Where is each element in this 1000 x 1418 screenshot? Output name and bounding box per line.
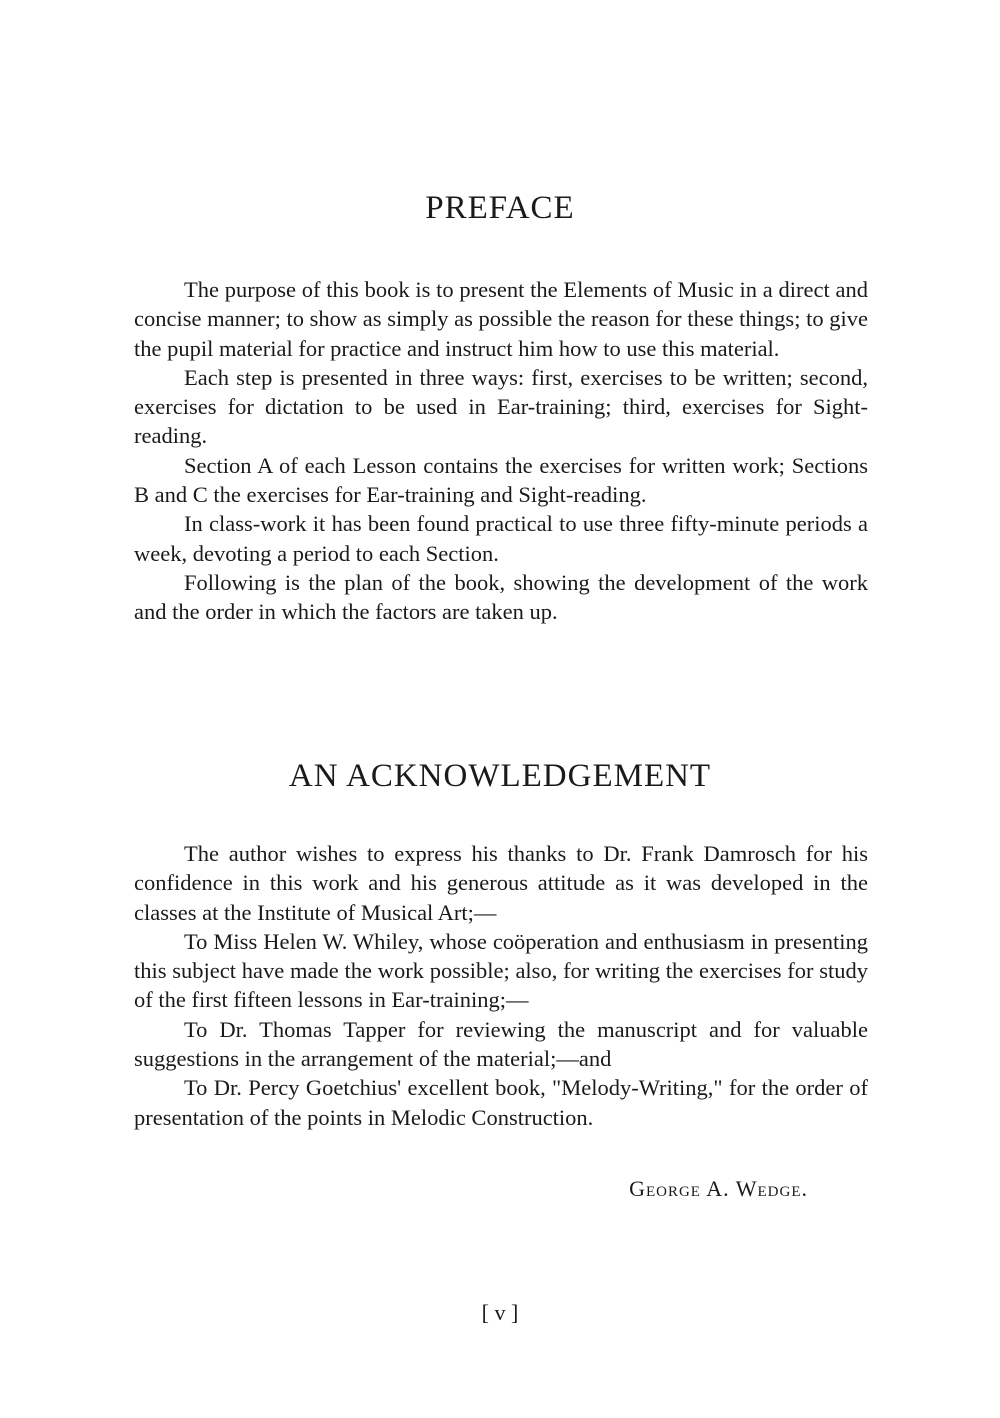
preface-body xyxy=(134,275,868,627)
acknowledgement-body xyxy=(134,839,868,1132)
acknowledgement-title: AN ACKNOWLEDGEMENT xyxy=(288,758,712,794)
acknowledgement-paragraph: The author wishes to express his thanks to Dr. Frank Damrosch for his confidence in this work and his generous attitude as it was developed in the classes at the Institute of Musical Art;— xyxy=(134,841,868,925)
acknowledgement-paragraph: To Dr. Percy Goetchius' excellent book, "Melody-Writing," for the order of presentation of the points in Melodic Construction. xyxy=(134,1075,868,1130)
page-number: [ v ] xyxy=(481,1300,519,1325)
preface-paragraph: The purpose of this book is to present the Elements of Music in a direct and concise manner; to show as simply as possible the reason for these things; to give the pupil material for practice and instruct him how to use this material. xyxy=(134,277,868,361)
preface-paragraph: In class-work it has been found practical to use three fifty-minute periods a week, devoting a period to each Section. xyxy=(134,511,868,566)
preface-paragraph: Section A of each Lesson contains the exercises for written work; Sections B and C the exercises for Ear-training and Sight-reading. xyxy=(134,452,868,508)
acknowledgement-paragraph: To Dr. Thomas Tapper for reviewing the manuscript and for valuable suggestions in the arrangement of the material;—and xyxy=(134,1016,868,1072)
author-signature: George A. Wedge. xyxy=(629,1176,808,1201)
preface-title: PREFACE xyxy=(425,190,575,226)
preface-paragraph: Following is the plan of the book, showing the development of the work and the order in which the factors are taken up. xyxy=(134,569,868,625)
preface-paragraph: Each step is presented in three ways: first, exercises to be written; second, exercises for dictation to be used in Ear-training; third, exercises for Sight-reading. xyxy=(134,364,868,449)
acknowledgement-paragraph: To Miss Helen W. Whiley, whose coöperation and enthusiasm in presenting this subject have made the work possible; also, for writing the exercises for study of the first fifteen lessons in Ear-training;— xyxy=(134,928,868,1013)
